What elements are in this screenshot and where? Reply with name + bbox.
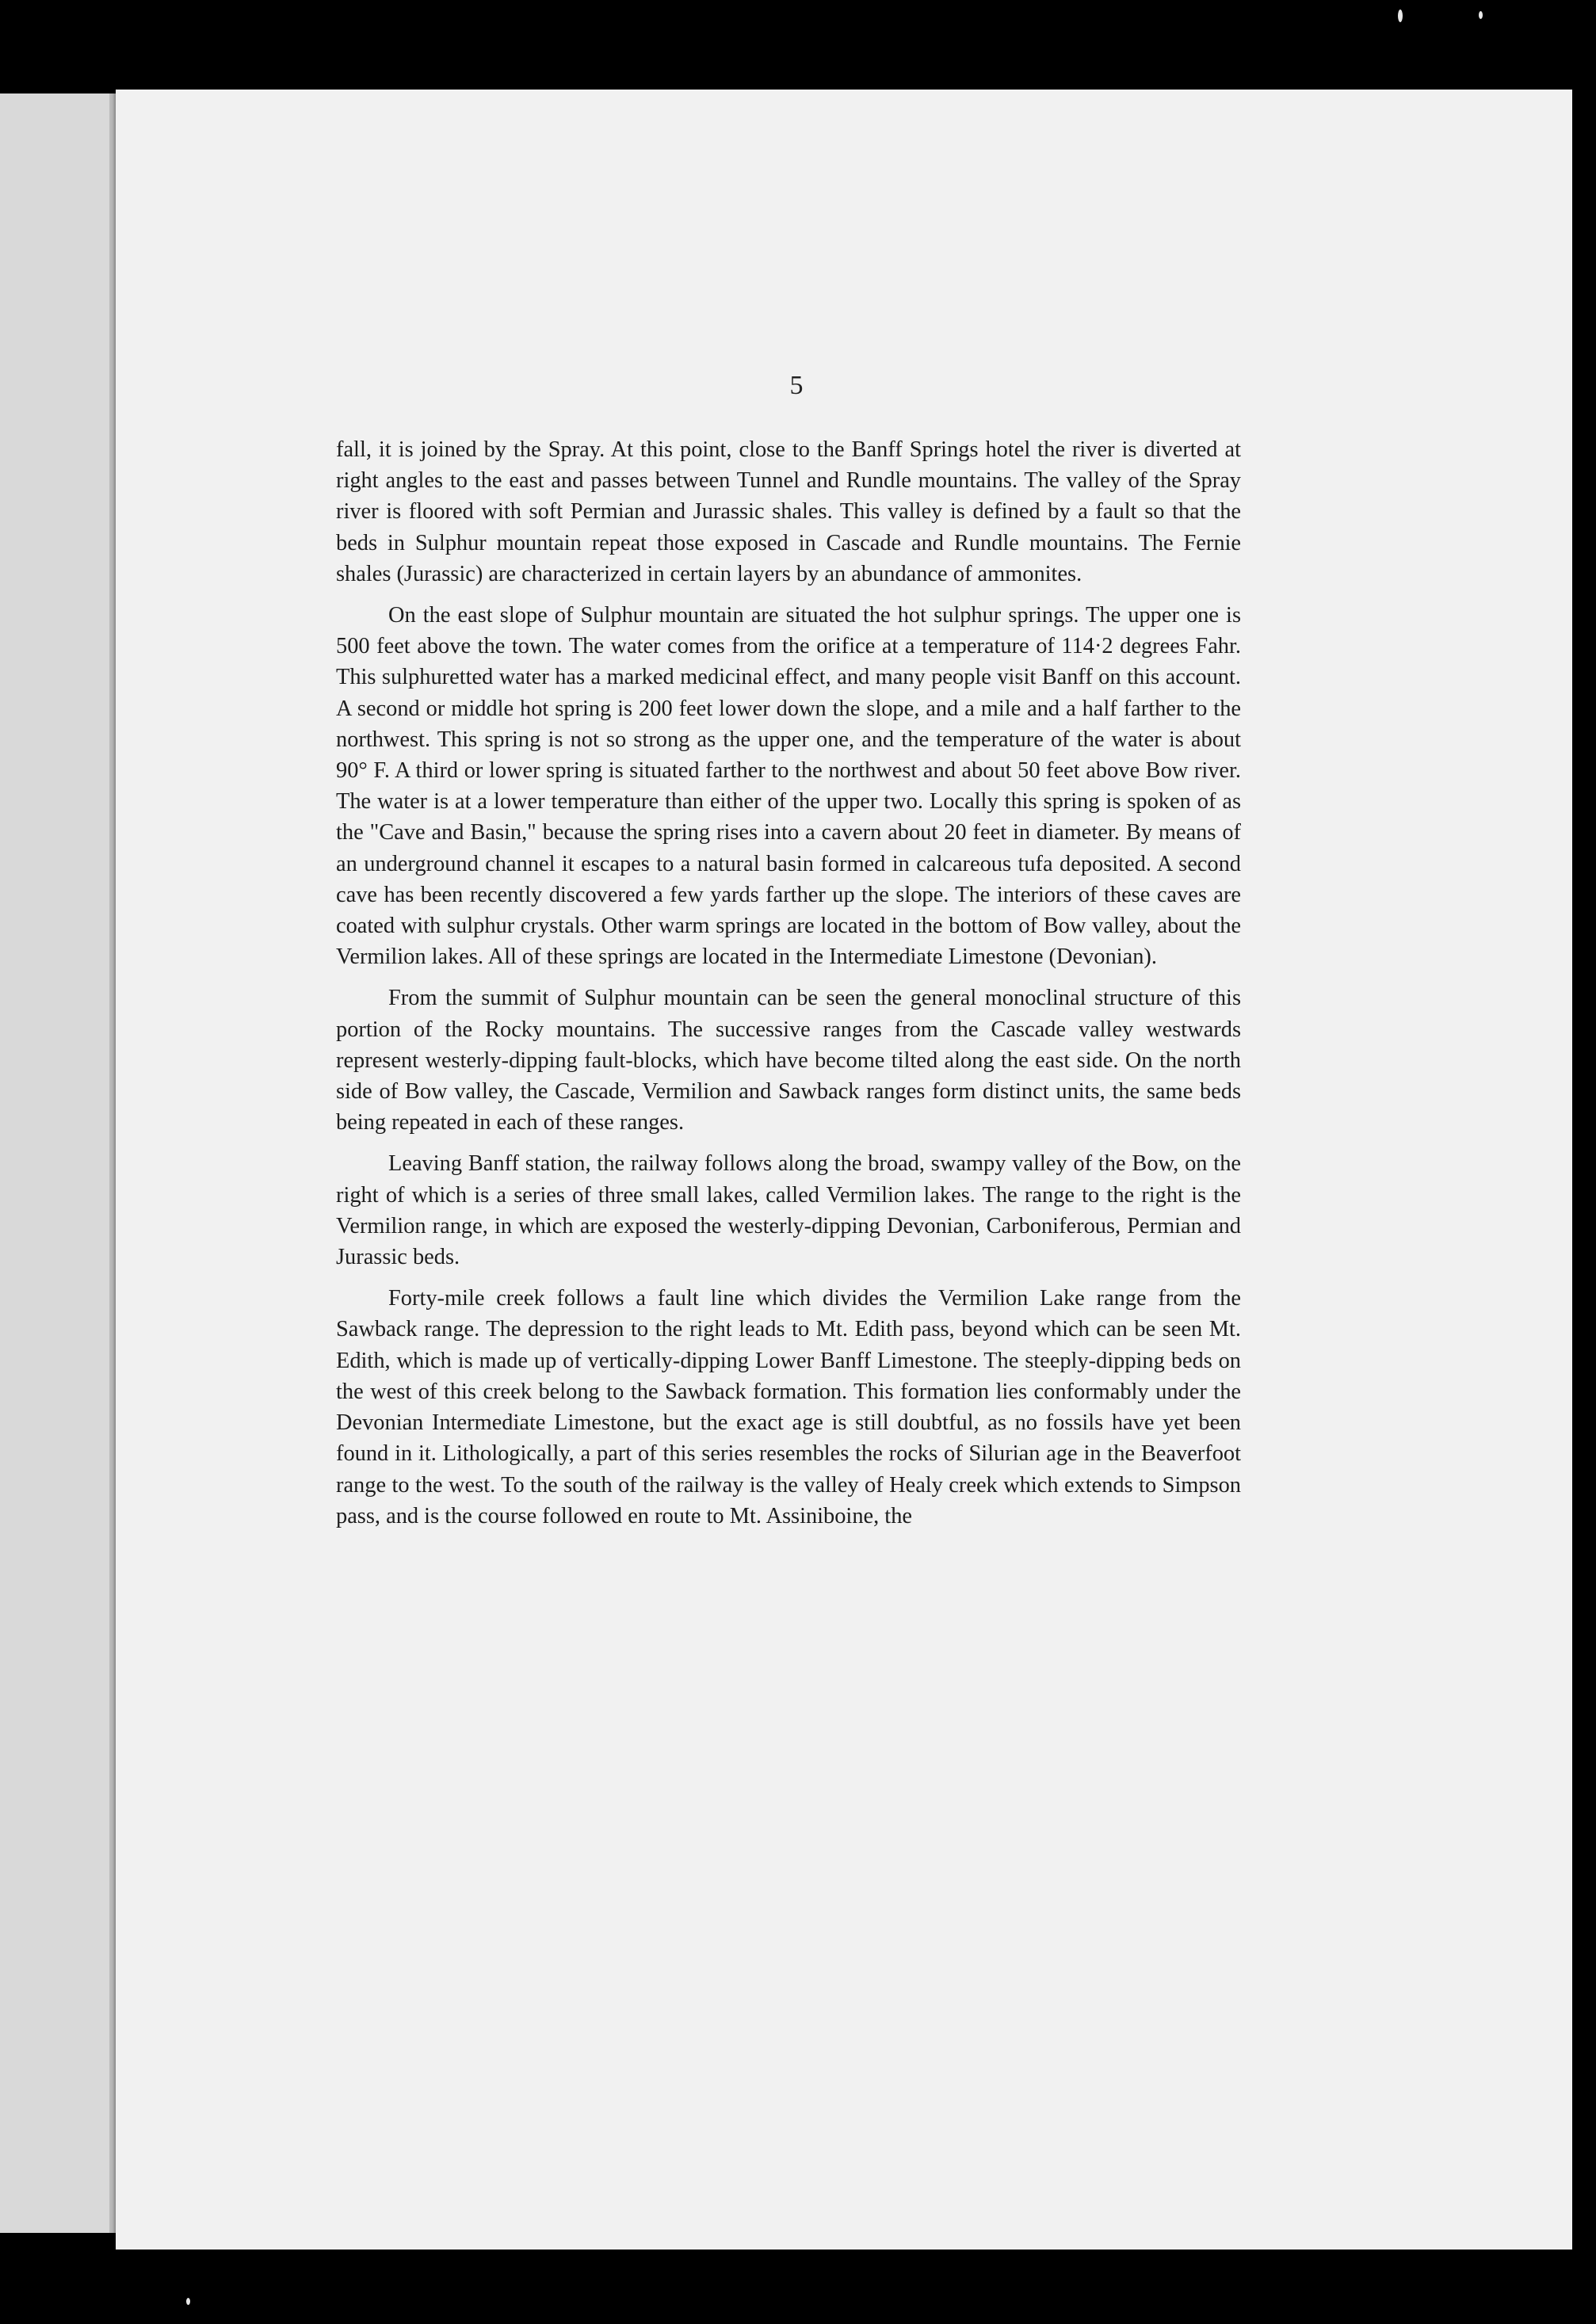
paragraph-5: Forty-mile creek follows a fault line which divides the Vermilion Lake range from the Sawback range. The depression to the right leads to Mt. Edith pass, beyond which can be seen Mt. Edith, which is made up of vertically-dipping Lower Banff Limestone. The steeply-dipping beds on the west of this creek belong to the Sawback formation. This formation lies conformably under the Devonian Intermediate Limestone, but the exact age is still doubtful, as no fossils have yet been found in it. Lithologically, a part of this series resembles the rocks of Silurian age in the Beaverfoot range to the west. To the south of the railway is the valley of Healy creek which extends to Simpson pass, and is the course followed en route to Mt. Assiniboine, the [336,1286,1241,1528]
scan-speck [186,2298,190,2305]
scan-speck [1479,11,1483,19]
scan-speck [1398,10,1403,22]
page-number: 5 [789,371,804,400]
paragraph-3: From the summit of Sulphur mountain can be seen the general monoclinal structure of this portion of the Rocky mountains. The successive ranges from the Cascade valley westwards represent westerly-dipping fault-blocks, which have become tilted along the east side. On the north side of Bow valley, the Cascade, Vermilion and Sawback ranges form distinct units, the same beds being repeated in each of these ranges. [336,986,1241,1135]
facing-page-edge [0,93,119,2233]
paragraph-1: fall, it is joined by the Spray. At this point, close to the Banff Springs hotel the river is diverted at right angles to the east and passes between Tunnel and Rundle mountains. The valley of the Spray river is floored with soft Permian and Jurassic shales. This valley is defined by a fault so that the beds in Sulphur mountain repeat those exposed in Cascade and Rundle mountains. The Fernie shales (Jurassic) are characterized in certain layers by an abundance of ammonites. [336,437,1241,586]
facing-page-shadow [109,93,116,2233]
paragraph-2: On the east slope of Sulphur mountain are situated the hot sulphur springs. The upper one is 500 feet above the town. The water comes from the orifice at a temperature of 114·2 degrees Fahr. This sulphuretted water has a marked medicinal effect, and many people visit Banff on this account. A second or middle hot spring is 200 feet lower down the slope, and a mile and a half farther to the northwest. This spring is not so strong as the upper one, and the temperature of the water is about 90° F. A third or lower spring is situated farther to the northwest and about 50 feet above Bow river. The water is at a lower temperature than either of the upper two. Locally this spring is spoken of as the "Cave and Basin," because the spring rises into a cavern about 20 feet in diameter. By means of an underground channel it escapes to a natural basin formed in calcareous tufa deposited. A second cave has been recently discovered a few yards farther up the slope. The interiors of these caves are coated with sulphur crystals. Other warm springs are located in the bottom of Bow valley, about the Vermilion lakes. All of these springs are located in the Intermediate Limestone (Devonian). [336,603,1241,970]
paragraph-4: Leaving Banff station, the railway follows along the broad, swampy valley of the Bow, on the right of which is a series of three small lakes, called Vermilion lakes. The range to the right is the Vermilion range, in which are exposed the westerly-dipping Devonian, Carboniferous, Permian and Jurassic beds. [336,1151,1241,1270]
body-text [336,434,1241,1532]
